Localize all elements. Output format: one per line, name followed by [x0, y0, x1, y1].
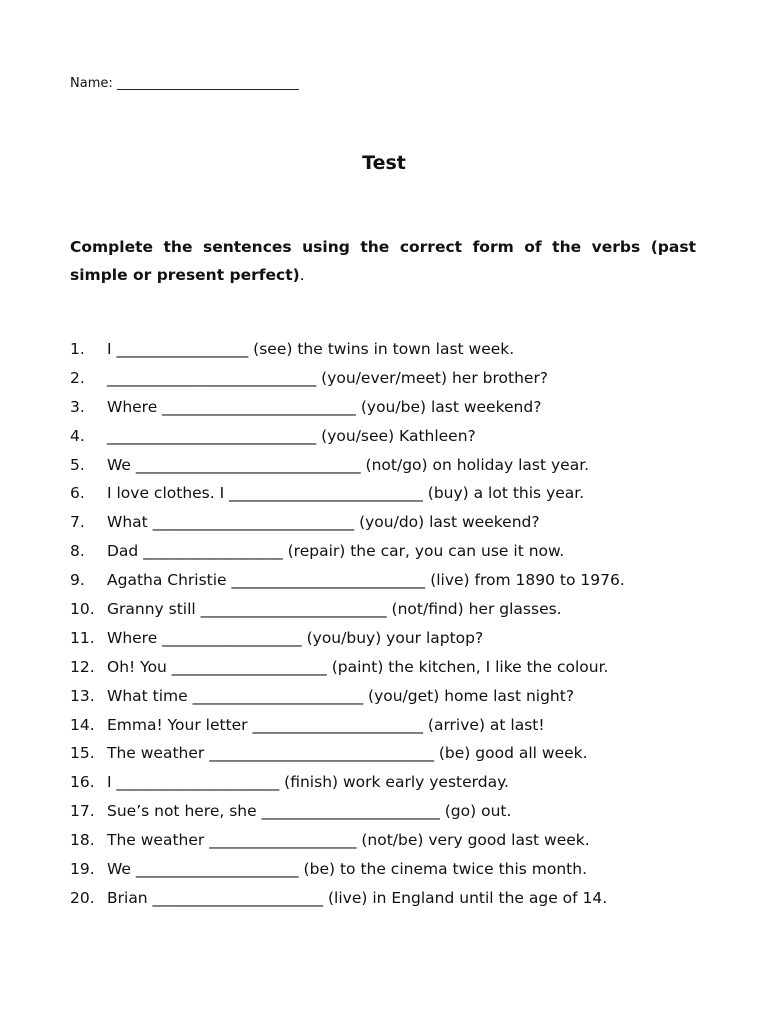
item-number: 14. [70, 715, 95, 734]
item-sentence: Brian ______________________ (live) in England until the age of 14. [107, 888, 608, 907]
instructions [70, 233, 696, 289]
list-item [70, 566, 730, 595]
item-sentence: The weather ___________________ (not/be) very good last week. [107, 831, 590, 850]
page-title: Test [362, 152, 406, 174]
item-sentence: I _________________ (see) the twins in town last week. [107, 340, 515, 358]
instructions-period: . [299, 266, 305, 284]
list-item [70, 479, 730, 508]
list-item [70, 537, 730, 566]
item-number: 11. [70, 628, 95, 647]
list-item [70, 508, 730, 537]
item-sentence: Agatha Christie _________________________ (live) from 1890 to 1976. [107, 571, 625, 590]
item-sentence: Oh! You ____________________ (paint) the kitchen, I like the colour. [107, 657, 609, 676]
list-item [70, 653, 730, 682]
item-number: 5. [70, 455, 85, 474]
item-number: 12. [70, 657, 95, 676]
item-sentence: ___________________________ (you/ever/meet) her brother? [107, 368, 549, 387]
item-sentence: I _____________________ (finish) work early yesterday. [107, 773, 509, 792]
list-item [70, 335, 730, 364]
item-number: 19. [70, 860, 95, 879]
exercise-list [70, 335, 730, 913]
list-item [70, 364, 730, 393]
list-item [70, 595, 730, 624]
item-sentence: Granny still ________________________ (not/find) her glasses. [107, 600, 562, 619]
item-number: 20. [70, 888, 95, 907]
item-number: 2. [70, 368, 85, 387]
item-sentence: Dad __________________ (repair) the car, you can use it now. [107, 542, 565, 561]
item-number: 16. [70, 773, 95, 792]
list-item [70, 451, 730, 480]
item-number: 3. [70, 397, 85, 416]
list-item [70, 624, 730, 653]
list-item [70, 826, 730, 855]
item-sentence: What time ______________________ (you/get) home last night? [107, 686, 575, 705]
item-sentence: We _____________________ (be) to the cinema twice this month. [107, 860, 588, 879]
item-sentence: ___________________________ (you/see) Kathleen? [107, 426, 476, 445]
item-number: 17. [70, 802, 95, 821]
list-item [70, 393, 730, 422]
item-number: 8. [70, 542, 85, 561]
item-sentence: Emma! Your letter ______________________ (arrive) at last! [107, 715, 545, 734]
instructions-text: Complete the sentences using the correct form of the verbs (past simple or present perfect) [70, 238, 696, 284]
item-number: 6. [70, 484, 85, 503]
item-number: 15. [70, 744, 95, 763]
list-item [70, 682, 730, 711]
item-number: 1. [70, 340, 85, 358]
item-sentence: What __________________________ (you/do) last weekend? [107, 513, 540, 532]
item-number: 18. [70, 831, 95, 850]
item-number: 10. [70, 600, 95, 619]
list-item [70, 797, 730, 826]
list-item [70, 422, 730, 451]
list-item [70, 711, 730, 740]
name-field-line: Name: ____________________________ [70, 76, 299, 91]
list-item [70, 855, 730, 884]
list-item [70, 768, 730, 797]
item-sentence: Where _________________________ (you/be) last weekend? [107, 397, 542, 416]
item-number: 4. [70, 426, 85, 445]
item-number: 9. [70, 571, 85, 590]
item-number: 7. [70, 513, 85, 532]
list-item [70, 884, 730, 913]
list-item [70, 739, 730, 768]
item-sentence: Sue’s not here, she _______________________ (go) out. [107, 802, 512, 821]
item-number: 13. [70, 686, 95, 705]
item-sentence: The weather _____________________________ (be) good all week. [107, 744, 588, 763]
item-sentence: Where __________________ (you/buy) your laptop? [107, 628, 484, 647]
item-sentence: We _____________________________ (not/go) on holiday last year. [107, 455, 590, 474]
item-sentence: I love clothes. I _________________________ (buy) a lot this year. [107, 484, 585, 503]
